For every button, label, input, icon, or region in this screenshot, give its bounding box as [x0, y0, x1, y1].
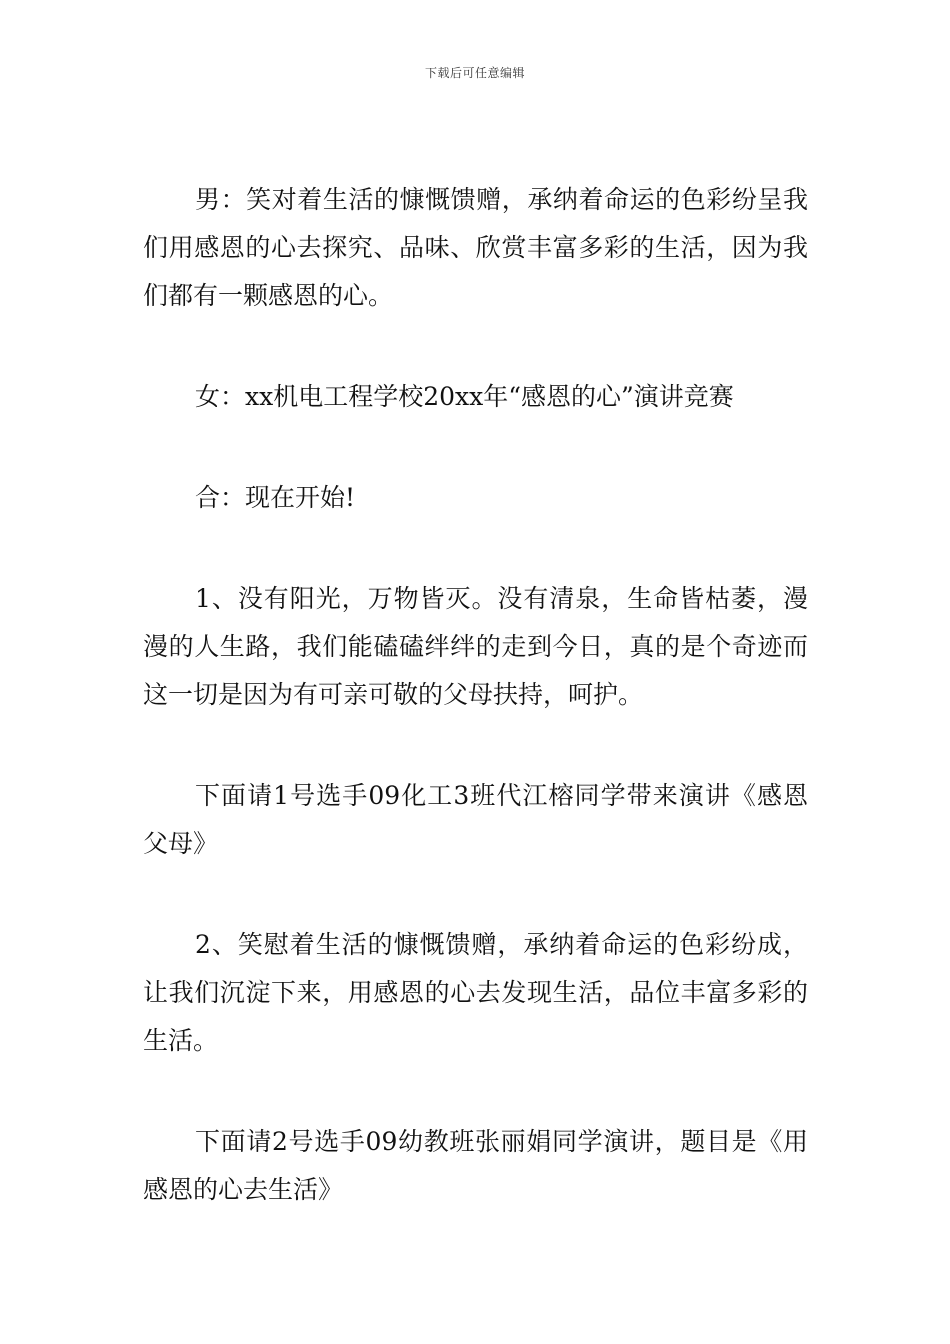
paragraph-intro-1: 1、没有阳光，万物皆灭。没有清泉，生命皆枯萎，漫漫的人生路，我们能磕磕绊绊的走到今日，真的是个奇迹而这一切是因为有可亲可敬的父母扶持，呵护。 — [143, 584, 808, 709]
paragraph-intro-2: 2、笑慰着生活的慷慨馈赠，承纳着命运的色彩纷成，让我们沉淀下来，用感恩的心去发现生活，品位丰富多彩的生活。 — [143, 930, 808, 1055]
paragraph-female-host: 女：xx机电工程学校20xx年“感恩的心”演讲竞赛 — [195, 382, 734, 411]
paragraph-contestant-1: 下面请1号选手09化工3班代江榕同学带来演讲《感恩父母》 — [143, 781, 808, 858]
paragraph-male-host: 男：笑对着生活的慷慨馈赠，承纳着命运的色彩纷呈我们用感恩的心去探究、品味、欣赏丰富多彩的生活，因为我们都有一颗感恩的心。 — [143, 185, 808, 310]
paragraph-together: 合：现在开始! — [195, 483, 356, 512]
document-body — [143, 176, 808, 1214]
paragraph-contestant-2: 下面请2号选手09幼教班张丽娟同学演讲，题目是《用感恩的心去生活》 — [143, 1127, 808, 1204]
page-header: 下载后可任意编辑 — [424, 66, 525, 80]
